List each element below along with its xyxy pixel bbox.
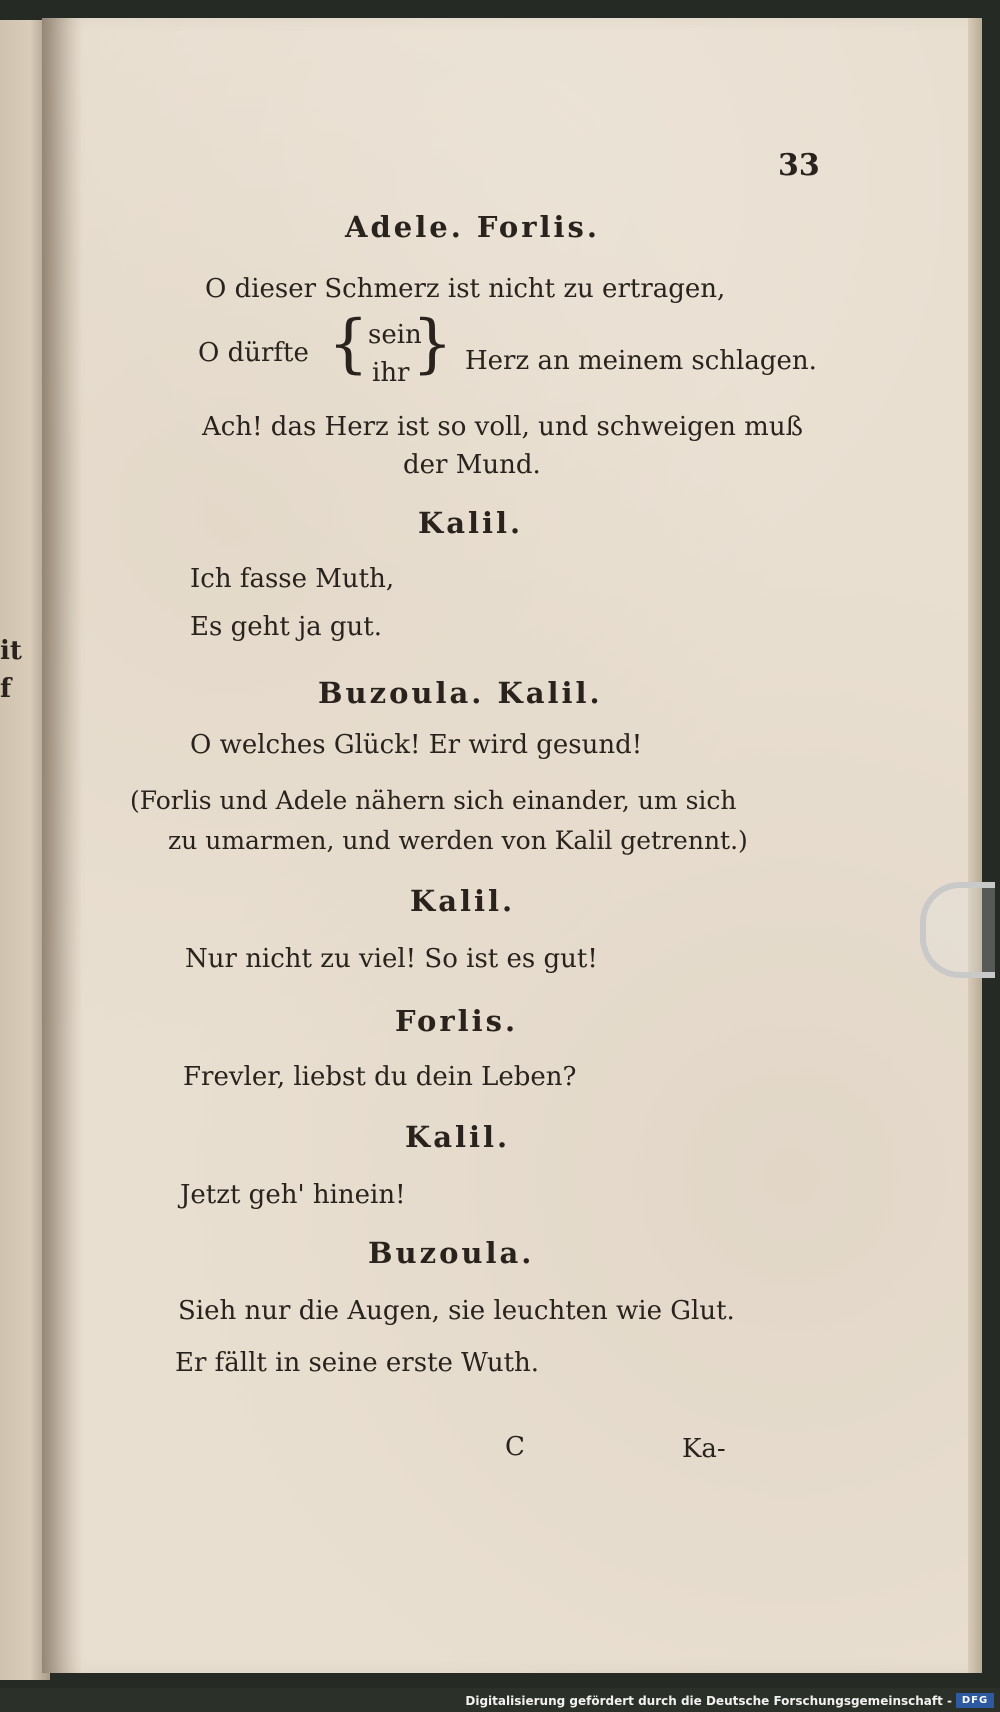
page-gutter-shadow: [42, 18, 82, 1673]
brace-left: {: [328, 307, 369, 381]
verse-line: O dieser Schmerz ist nicht zu ertragen,: [205, 274, 726, 304]
speaker-heading: Kalil.: [405, 1120, 511, 1154]
credit-text: Digitalisierung gefördert durch die Deutsche Forschungsgemeinschaft -: [465, 1694, 952, 1708]
speaker-heading: Kalil.: [410, 884, 516, 918]
signature-mark: C: [505, 1432, 525, 1462]
verse-line: O dürfte: [198, 338, 309, 368]
page-number: 33: [778, 148, 820, 183]
verse-line: Frevler, liebst du dein Leben?: [183, 1062, 577, 1092]
verse-option: sein: [368, 320, 422, 350]
verse-line: Nur nicht zu viel! So ist es gut!: [185, 944, 598, 974]
verse-line: Sieh nur die Augen, sie leuchten wie Glut.: [178, 1296, 735, 1326]
stage-direction: zu umarmen, und werden von Kalil getrennt.): [168, 826, 748, 855]
verse-line: Ich fasse Muth,: [190, 564, 395, 594]
catchword: Ka-: [682, 1434, 726, 1464]
verse-line: Jetzt geh' hinein!: [180, 1180, 406, 1210]
verse-line: der Mund.: [403, 450, 541, 480]
verse-line: Ach! das Herz ist so voll, und schweigen muß: [202, 412, 803, 442]
speaker-heading: Adele. Forlis.: [345, 210, 600, 244]
verse-option: ihr: [372, 358, 410, 388]
speaker-heading: Forlis.: [395, 1004, 519, 1038]
page-clip: [920, 882, 995, 978]
verse-line: O welches Glück! Er wird gesund!: [190, 730, 643, 760]
speaker-heading: Buzoula.: [368, 1236, 535, 1270]
verse-line: Herz an meinem schlagen.: [465, 346, 817, 376]
brace-right: }: [412, 307, 453, 381]
facing-page-fragment: it: [0, 636, 22, 666]
verse-line: Es geht ja gut.: [190, 612, 383, 642]
stage-direction: (Forlis und Adele nähern sich einander, um sich: [130, 786, 737, 815]
facing-page-fragment: f: [0, 674, 12, 704]
speaker-heading: Buzoula. Kalil.: [318, 676, 603, 710]
dfg-logo: DFG: [956, 1693, 994, 1708]
verse-line: Er fällt in seine erste Wuth.: [175, 1348, 540, 1378]
page-edge: [968, 18, 982, 1673]
speaker-heading: Kalil.: [418, 506, 524, 540]
